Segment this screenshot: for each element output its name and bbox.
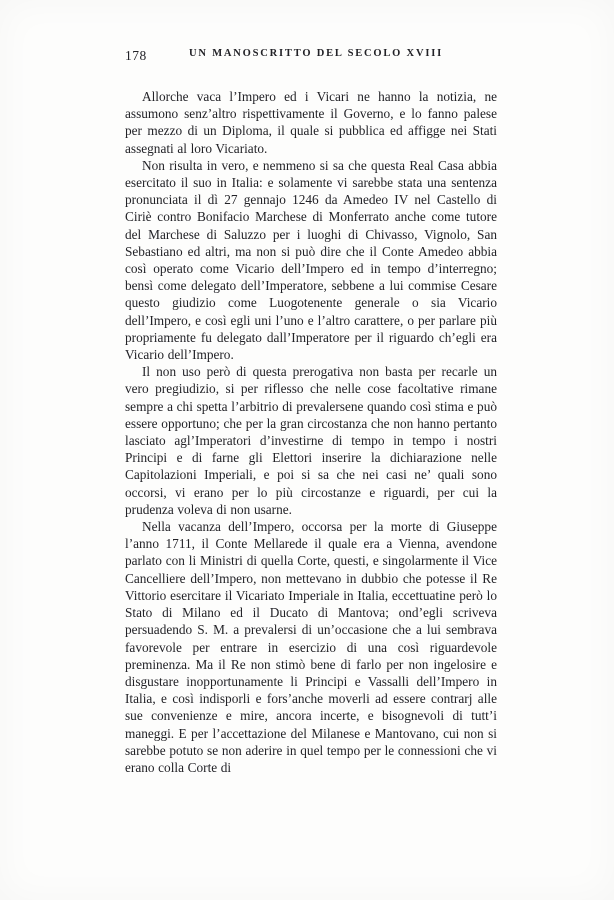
running-title: UN MANOSCRITTO DEL SECOLO XVIII xyxy=(189,48,443,59)
page-header xyxy=(125,48,497,66)
page-number: 178 xyxy=(125,48,147,63)
paragraph: Non risulta in vero, e nemmeno si sa che questa Real Casa abbia esercitato il suo in Italia: e solamente vi sarebbe stata una sentenza pronunciata il dì 27 gennajo 1246 da Amedeo IV nel Castello di Ciriè contro Bonifacio Marchese di Monferrato anche come tutore del Marchese di Saluzzo per i luoghi di Chivasso, Vignolo, San Sebastiano ed altri, ma non si può dire che il Conte Amedeo abbia così operato come Vicario dell’Impero ed in tempo d’interregno; bensì come delegato dell’Imperatore, sebbene a lui commise Cesare questo giudizio come Luogotenente generale o sia Vicario dell’Impero, e così egli uni l’uno e l’altro carattere, o per parlare più propriamente fu delegato dall’Imperatore per il riguardo ch’egli era Vicario dell’Impero. xyxy=(125,157,497,363)
page-content xyxy=(125,48,497,776)
paragraph: Allorche vaca l’Impero ed i Vicari ne hanno la notizia, ne assumono senz’altro rispettivamente il Governo, e lo fanno palese per mezzo di un Diploma, il quale si pubblica ed affigge nei Stati assegnati al loro Vicariato. xyxy=(125,89,497,156)
paragraph: Nella vacanza dell’Impero, occorsa per la morte di Giuseppe l’anno 1711, il Conte Mellarede il quale era a Vienna, avendone parlato con li Ministri di quella Corte, questi, e singolarmente il Vice Cancelliere dell’Impero, non mettevano in dubbio che potesse il Re Vittorio esercitare il Vicariato Imperiale in Italia, eccettuatine però lo Stato di Milano ed il Ducato di Mantova; ond’egli scriveva persuadendo S. M. a prevalersi di un’occasione che a lui sembrava favorevole per entrare in esercizio di una così riguardevole preminenza. Ma il Re non stimò bene di farlo per non ingelosire e disgustare inopportunamente li Principi e Vassalli dell’Impero in Italia, e così indisporli e fors’anche moverli ad essere contrarj alle sue convenienze e mire, ancora incerte, e bisognevoli di tutt’i maneggi. E per l’accettazione del Milanese e Mantovano, cui non si sarebbe potuto se non aderire in quel tempo per le connessioni che vi erano colla Corte di xyxy=(125,519,497,775)
paragraph: Il non uso però di questa prerogativa non basta per recarle un vero pregiudizio, si per riflesso che nelle cose facoltative rimane sempre a chi spetta l’arbitrio di prevalersene quando così stima e può essere opportuno; che per la gran circostanza che non hanno pertanto lasciato agl’Imperatori d’investirne di tempo in tempo i nostri Principi e di farne gli Elettori inserire la dichiarazione nelle Capitolazioni Imperiali, e poi si sa che nei casi ne’ quali sono occorsi, vi erano per lo più circostanze e riguardi, per cui la prudenza voleva di non usarne. xyxy=(125,364,497,517)
page-text xyxy=(125,88,497,776)
